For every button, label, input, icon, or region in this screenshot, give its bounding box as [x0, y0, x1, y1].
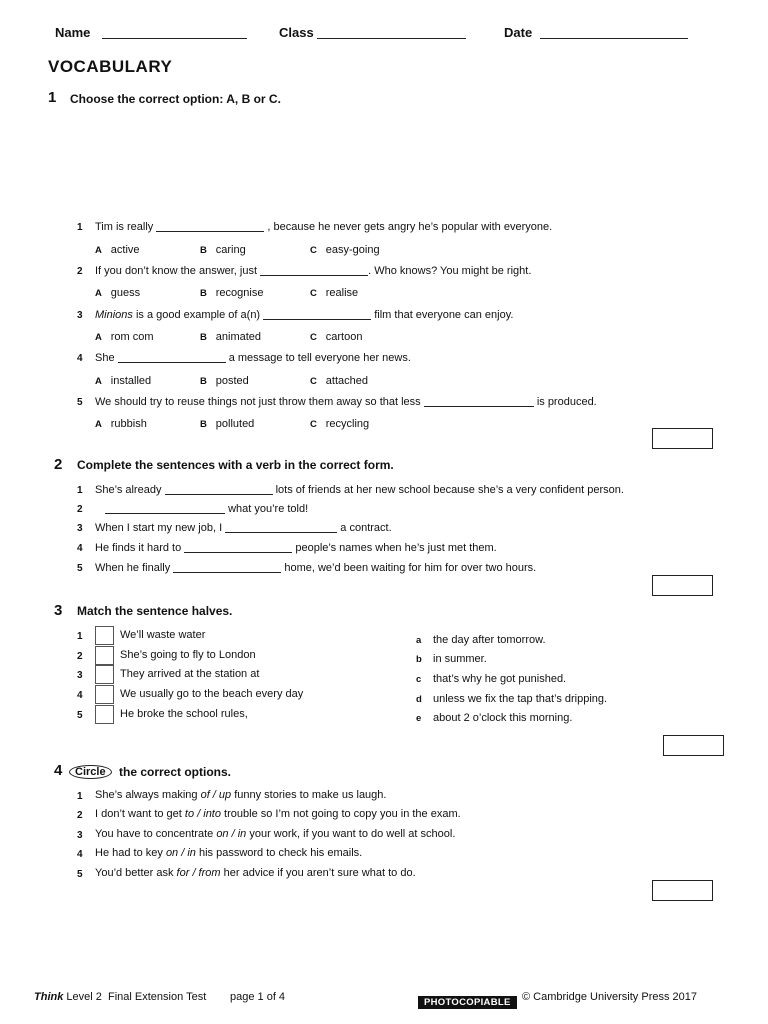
- match-letter: c: [416, 674, 422, 685]
- match-letter: e: [416, 713, 422, 724]
- question-number: 2: [77, 266, 83, 277]
- section-1-score-box[interactable]: [652, 428, 713, 449]
- match-right-text: that’s why he got punished.: [433, 673, 567, 685]
- option-a[interactable]: A rubbish: [95, 418, 147, 430]
- question-number: 4: [77, 353, 83, 364]
- question-number: 4: [77, 543, 83, 554]
- match-letter: a: [416, 635, 422, 646]
- question-text: He finds it hard to people’s names when he’s just met them.: [95, 542, 497, 554]
- question-text: She’s already lots of friends at her new school because she’s a very confident person.: [95, 484, 624, 496]
- option-b[interactable]: B animated: [200, 331, 262, 343]
- question-number: 5: [77, 869, 83, 880]
- question-text: If you don’t know the answer, just . Who knows? You might be right.: [95, 265, 532, 277]
- match-number: 5: [77, 710, 83, 721]
- question-number: 5: [77, 563, 83, 574]
- option-pair[interactable]: of / up: [200, 789, 232, 801]
- class-field[interactable]: [317, 38, 466, 39]
- match-number: 2: [77, 651, 83, 662]
- answer-blank[interactable]: [225, 521, 337, 533]
- answer-blank[interactable]: [263, 308, 371, 320]
- question-number: 3: [77, 523, 83, 534]
- name-label: Name: [55, 25, 91, 40]
- match-answer-box[interactable]: [95, 626, 114, 645]
- question-number: 4: [77, 849, 83, 860]
- date-field[interactable]: [540, 38, 688, 39]
- section-2-instruction: Complete the sentences with a verb in the correct form.: [77, 458, 394, 472]
- option-b[interactable]: B posted: [200, 375, 249, 387]
- answer-blank[interactable]: [173, 561, 281, 573]
- option-c[interactable]: C realise: [310, 287, 359, 299]
- match-left-text: We’ll waste water: [120, 629, 206, 641]
- section-3-number: 3: [54, 602, 63, 619]
- answer-blank[interactable]: [165, 483, 273, 495]
- match-answer-box[interactable]: [95, 646, 114, 665]
- match-left-text: He broke the school rules,: [120, 708, 248, 720]
- match-number: 3: [77, 670, 83, 681]
- question-number: 3: [77, 830, 83, 841]
- question-number: 1: [77, 791, 83, 802]
- photocopiable-badge: PHOTOCOPIABLE: [418, 992, 517, 1010]
- section-1-instruction: Choose the correct option: A, B or C.: [70, 92, 281, 106]
- question-text: She a message to tell everyone her news.: [95, 352, 411, 364]
- name-field[interactable]: [102, 38, 247, 39]
- option-b[interactable]: B recognise: [200, 287, 264, 299]
- answer-blank[interactable]: [260, 264, 368, 276]
- answer-blank[interactable]: [184, 541, 292, 553]
- match-number: 4: [77, 690, 83, 701]
- match-right-text: unless we fix the tap that’s dripping.: [433, 693, 608, 705]
- section-2-number: 2: [54, 456, 63, 473]
- question-text: He had to key on / in his password to check his emails.: [95, 847, 363, 859]
- question-text: We should try to reuse things not just throw them away so that less is produced.: [95, 396, 597, 408]
- question-text: When I start my new job, I a contract.: [95, 522, 392, 534]
- question-number: 2: [77, 504, 83, 515]
- question-text: You have to concentrate on / in your work, if you want to do well at school.: [95, 828, 456, 840]
- option-pair[interactable]: to / into: [184, 808, 221, 820]
- question-text: You’d better ask for / from her advice if you aren’t sure what to do.: [95, 867, 416, 879]
- option-b[interactable]: B caring: [200, 244, 246, 256]
- section-4-number: 4: [54, 762, 63, 779]
- date-label: Date: [504, 25, 533, 40]
- match-right-text: the day after tomorrow.: [433, 634, 546, 646]
- option-a[interactable]: A installed: [95, 375, 152, 387]
- option-a[interactable]: A rom com: [95, 331, 154, 343]
- question-text: She’s always making of / up funny stories to make us laugh.: [95, 789, 387, 801]
- question-text: Tim is really , because he never gets angry he’s popular with everyone.: [95, 221, 553, 233]
- question-number: 1: [77, 222, 83, 233]
- section-3-score-box[interactable]: [663, 735, 724, 756]
- answer-blank[interactable]: [156, 220, 264, 232]
- copyright: © Cambridge University Press 2017: [522, 991, 698, 1003]
- option-a[interactable]: A active: [95, 244, 140, 256]
- option-c[interactable]: C easy-going: [310, 244, 380, 256]
- question-text: I don’t want to get to / into trouble so I’m not going to copy you in the exam.: [95, 808, 461, 820]
- match-letter: d: [416, 694, 422, 705]
- option-pair[interactable]: for / from: [176, 867, 221, 879]
- question-number: 3: [77, 310, 83, 321]
- section-3-instruction: Match the sentence halves.: [77, 604, 233, 618]
- match-right-text: in summer.: [433, 653, 487, 665]
- section-2-score-box[interactable]: [652, 575, 713, 596]
- section-1-number: 1: [48, 89, 57, 106]
- option-c[interactable]: C attached: [310, 375, 368, 387]
- question-text: Minions is a good example of a(n) film that everyone can enjoy.: [95, 309, 514, 321]
- match-right-text: about 2 o’clock this morning.: [433, 712, 573, 724]
- match-answer-box[interactable]: [95, 705, 114, 724]
- option-c[interactable]: C cartoon: [310, 331, 363, 343]
- match-left-text: They arrived at the station at: [120, 668, 260, 680]
- question-number: 1: [77, 485, 83, 496]
- option-pair[interactable]: on / in: [216, 828, 247, 840]
- match-left-text: We usually go to the beach every day: [120, 688, 304, 700]
- section-4-instruction: the correct options.: [119, 765, 232, 779]
- circle-word: Circle: [69, 762, 112, 780]
- answer-blank[interactable]: [424, 395, 534, 407]
- question-text: When he finally home, we’d been waiting for him for over two hours.: [95, 562, 537, 574]
- match-left-text: She’s going to fly to London: [120, 649, 256, 661]
- option-b[interactable]: B polluted: [200, 418, 255, 430]
- question-number: 5: [77, 397, 83, 408]
- option-pair[interactable]: on / in: [165, 847, 196, 859]
- page-number: page 1 of 4: [230, 991, 286, 1003]
- footer-title: Think Level 2 Final Extension Test: [34, 991, 207, 1003]
- question-text: what you’re told!: [95, 502, 308, 515]
- page-title: VOCABULARY: [48, 57, 173, 76]
- match-letter: b: [416, 654, 422, 665]
- match-answer-box[interactable]: [95, 665, 114, 684]
- match-number: 1: [77, 631, 83, 642]
- question-number: 2: [77, 810, 83, 821]
- option-a[interactable]: A guess: [95, 287, 141, 299]
- option-c[interactable]: C recycling: [310, 418, 370, 430]
- answer-blank[interactable]: [105, 502, 225, 514]
- match-answer-box[interactable]: [95, 685, 114, 704]
- class-label: Class: [279, 25, 314, 40]
- answer-blank[interactable]: [118, 351, 226, 363]
- section-4-score-box[interactable]: [652, 880, 713, 901]
